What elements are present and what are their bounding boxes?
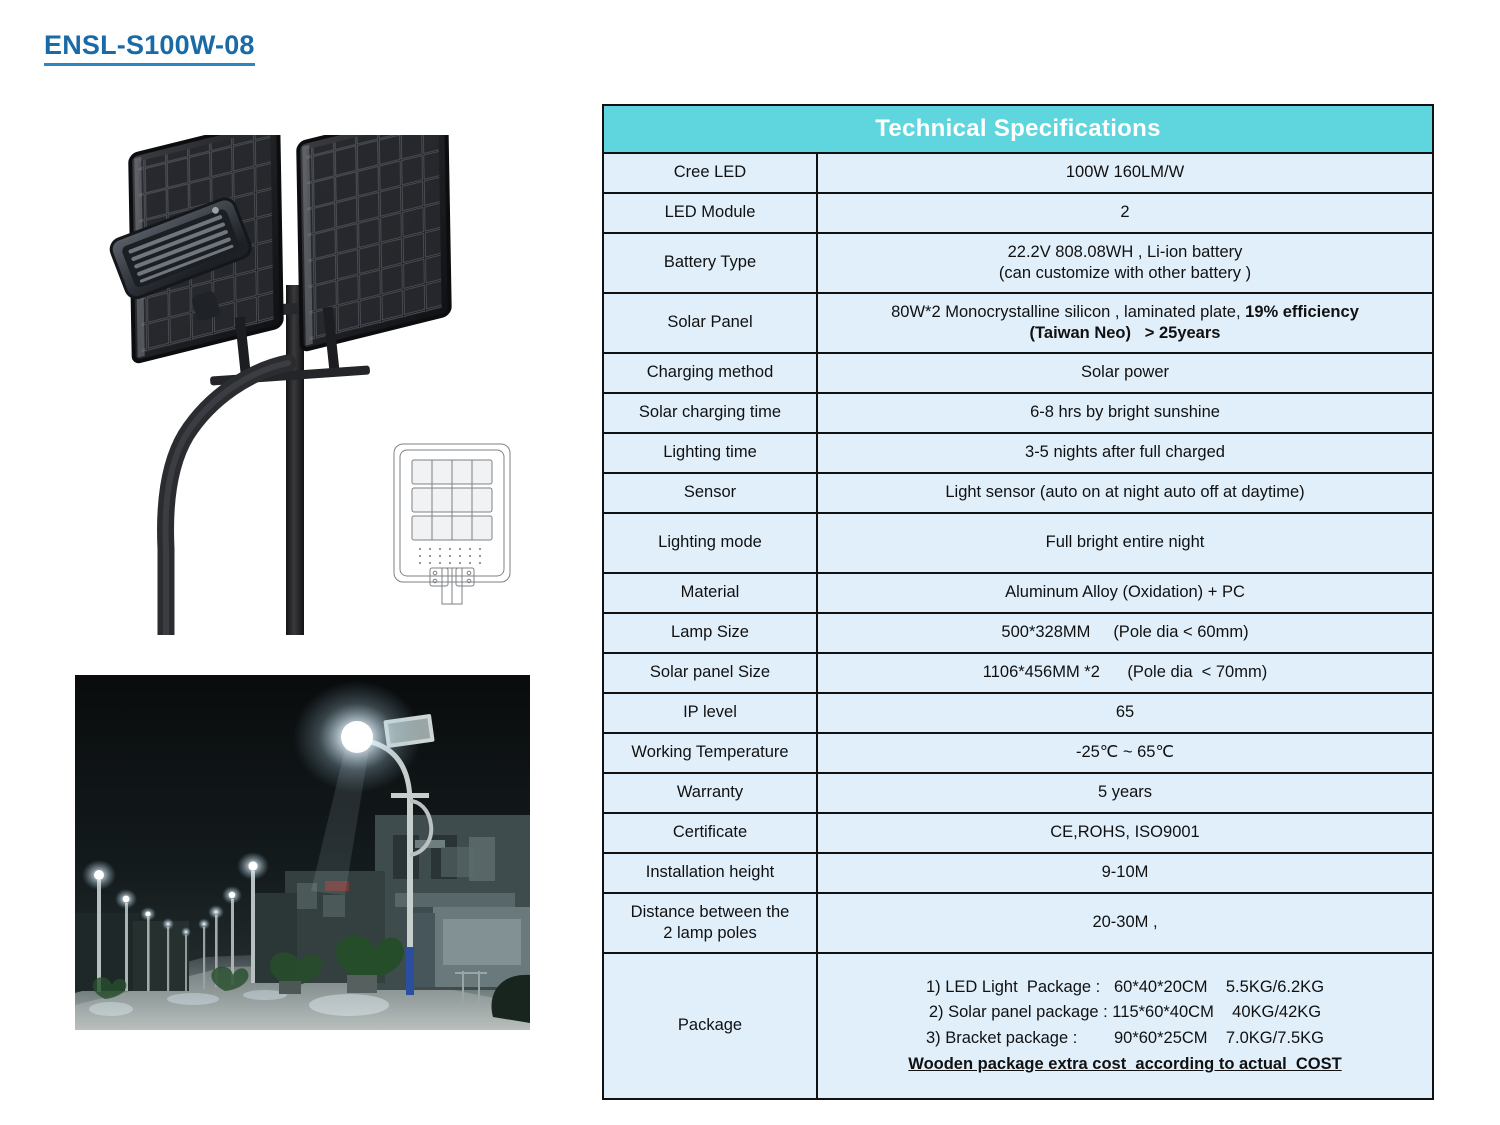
row-label-cree-led: Cree LED (603, 153, 817, 193)
row-label-package: Package (603, 953, 817, 1099)
table-row-solar-panel (603, 293, 1433, 353)
lamp-head-drawing (388, 438, 516, 606)
table-row-warranty (603, 773, 1433, 813)
package-line-4-wooden: Wooden package extra cost according to actual COST (908, 1054, 1342, 1073)
row-label-lamp-size: Lamp Size (603, 613, 817, 653)
row-label-warranty: Warranty (603, 773, 817, 813)
row-label-material: Material (603, 573, 817, 613)
row-value-cree-led: 100W 160LM/W (817, 153, 1433, 193)
row-value-charging-method: Solar power (817, 353, 1433, 393)
battery-line-2: (can customize with other battery ) (998, 264, 1252, 282)
row-label-sensor: Sensor (603, 473, 817, 513)
pole-distance-label-line-2: 2 lamp poles (663, 924, 757, 942)
table-row-cree-led (603, 153, 1433, 193)
solar-panel-plain: 80W*2 Monocrystalline silicon , laminated plate, (891, 302, 1246, 321)
row-label-installation-height: Installation height (603, 853, 817, 893)
row-value-battery-type (817, 233, 1433, 293)
table-header-title: Technical Specifications (603, 105, 1433, 153)
table-row-solar-panel-size (603, 653, 1433, 693)
package-line-1: 1) LED Light Package : 60*40*20CM 5.5KG/6.2KG (925, 977, 1325, 996)
row-value-solar-charging-time: 6-8 hrs by bright sunshine (817, 393, 1433, 433)
row-value-sensor: Light sensor (auto on at night auto off at daytime) (817, 473, 1433, 513)
row-label-led-module: LED Module (603, 193, 817, 233)
row-label-lighting-mode: Lighting mode (603, 513, 817, 573)
row-label-charging-method: Charging method (603, 353, 817, 393)
row-value-working-temperature: -25℃ ~ 65℃ (817, 733, 1433, 773)
lamp-head-line-art (388, 438, 516, 606)
table-row-lighting-time (603, 433, 1433, 473)
row-label-solar-charging-time: Solar charging time (603, 393, 817, 433)
row-label-pole-distance (603, 893, 817, 953)
row-label-working-temperature: Working Temperature (603, 733, 817, 773)
table-row-lighting-mode (603, 513, 1433, 573)
page-title: ENSL-S100W-08 (44, 30, 255, 66)
row-value-solar-panel (817, 293, 1433, 353)
solar-panel-efficiency: 19% efficiency (1245, 302, 1359, 321)
row-value-pole-distance: 20-30M , (817, 893, 1433, 953)
row-label-battery-type: Battery Type (603, 233, 817, 293)
row-value-solar-panel-size: 1106*456MM *2 (Pole dia < 70mm) (817, 653, 1433, 693)
table-row-certificate (603, 813, 1433, 853)
row-label-ip-level: IP level (603, 693, 817, 733)
table-row-lamp-size (603, 613, 1433, 653)
night-street-scene (75, 675, 530, 1030)
row-value-package (817, 953, 1433, 1099)
package-line-3: 3) Bracket package : 90*60*25CM 7.0KG/7.5KG (925, 1029, 1325, 1047)
pole-distance-label-line-1: Distance between the (630, 902, 790, 921)
row-label-lighting-time: Lighting time (603, 433, 817, 473)
technical-specifications-table (602, 104, 1434, 1100)
row-label-solar-panel: Solar Panel (603, 293, 817, 353)
row-value-lamp-size: 500*328MM (Pole dia < 60mm) (817, 613, 1433, 653)
night-installation-photo (75, 675, 530, 1030)
battery-line-1: 22.2V 808.08WH , Li-ion battery (1007, 242, 1243, 261)
row-value-led-module: 2 (817, 193, 1433, 233)
row-value-lighting-mode: Full bright entire night (817, 513, 1433, 573)
table-row-working-temperature (603, 733, 1433, 773)
solar-panel-line-2: (Taiwan Neo) > 25years (1029, 324, 1221, 342)
table-row-material (603, 573, 1433, 613)
row-value-material: Aluminum Alloy (Oxidation) + PC (817, 573, 1433, 613)
table-row-sensor (603, 473, 1433, 513)
row-value-warranty: 5 years (817, 773, 1433, 813)
row-value-ip-level: 65 (817, 693, 1433, 733)
row-label-certificate: Certificate (603, 813, 817, 853)
table-row-pole-distance (603, 893, 1433, 953)
table-row-led-module (603, 193, 1433, 233)
table-row-solar-charging-time (603, 393, 1433, 433)
table-row-charging-method (603, 353, 1433, 393)
solar-panel-line-1 (826, 302, 1424, 323)
table-row-battery-type (603, 233, 1433, 293)
table-row-installation-height (603, 853, 1433, 893)
row-label-solar-panel-size: Solar panel Size (603, 653, 817, 693)
row-value-lighting-time: 3-5 nights after full charged (817, 433, 1433, 473)
package-line-2: 2) Solar panel package : 115*60*40CM 40KG/42KG (928, 1003, 1322, 1022)
row-value-certificate: CE,ROHS, ISO9001 (817, 813, 1433, 853)
table-header-row (603, 105, 1433, 153)
table-row-package (603, 953, 1433, 1099)
row-value-installation-height: 9-10M (817, 853, 1433, 893)
table-row-ip-level (603, 693, 1433, 733)
